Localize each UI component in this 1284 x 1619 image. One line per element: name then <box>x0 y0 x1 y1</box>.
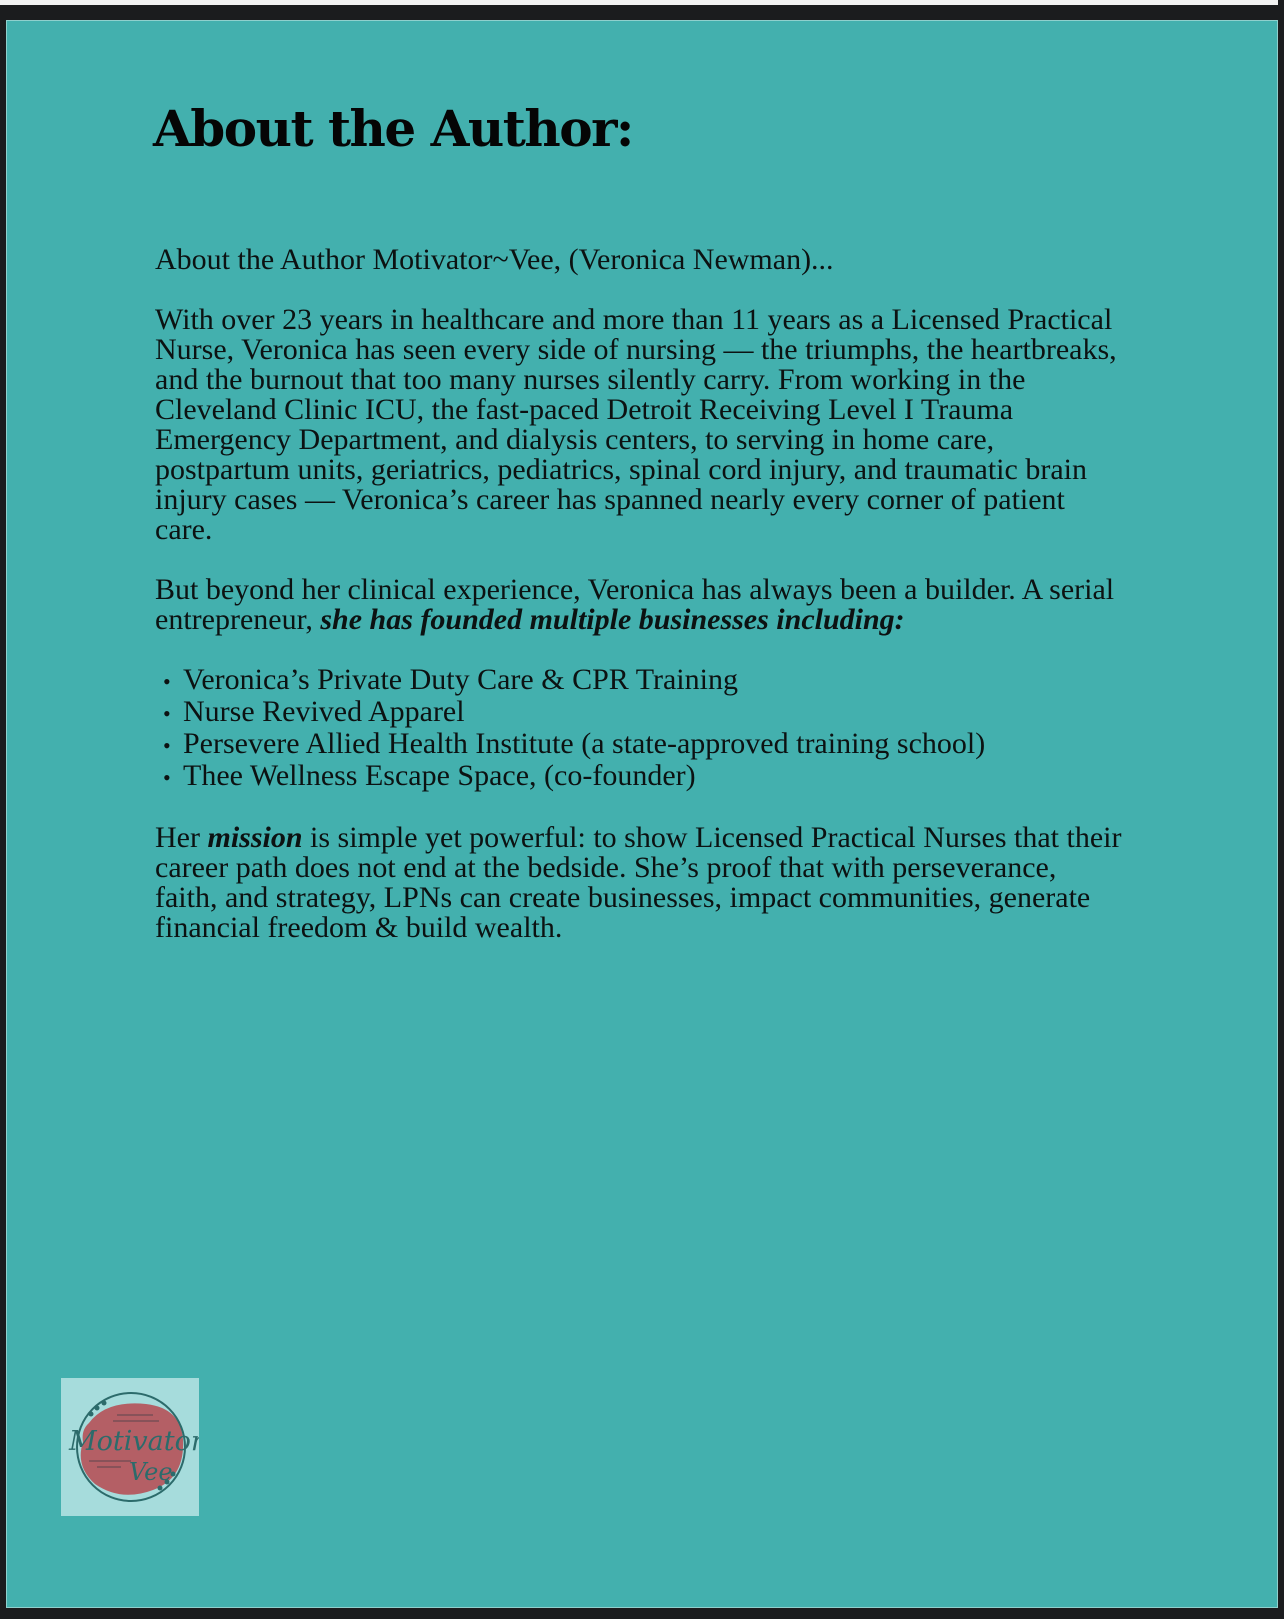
mission-paragraph <box>155 823 1125 943</box>
svg-text:Motivator: Motivator <box>69 1426 199 1457</box>
logo-icon <box>61 1378 199 1516</box>
bullet-icon: • <box>163 701 171 726</box>
business-name: Thee Wellness Escape Space, (co-founder) <box>183 759 696 792</box>
top-window-strip <box>0 0 1278 5</box>
intro-line: About the Author Motivator~Vee, (Veronica Newman)... <box>155 243 834 276</box>
author-page <box>6 20 1278 1608</box>
entrepreneur-emphasis: she has founded multiple businesses including: <box>320 603 905 636</box>
bullet-icon: • <box>163 669 171 694</box>
mission-rest: is simple yet powerful: to show Licensed Practical Nurses that their career path does not end at the bedside. She’s proof that with perseverance, faith, and strategy, LPNs can create businesses, impact communities, generate financial freedom & build wealth. <box>155 821 1122 944</box>
business-list <box>155 665 1125 793</box>
list-item <box>163 761 1125 793</box>
mission-emphasis: mission <box>207 821 303 854</box>
business-name: Nurse Revived Apparel <box>183 695 465 728</box>
svg-text:Vee: Vee <box>129 1458 173 1486</box>
motivator-vee-logo <box>61 1378 199 1516</box>
business-name: Persevere Allied Health Institute (a state-approved training school) <box>183 727 986 760</box>
business-name: Veronica’s Private Duty Care & CPR Training <box>183 663 738 696</box>
bullet-icon: • <box>163 733 171 758</box>
entrepreneur-paragraph <box>155 575 1125 635</box>
list-item <box>163 729 1125 761</box>
career-paragraph: With over 23 years in healthcare and more than 11 years as a Licensed Practical Nurse, Veronica has seen every side of nursing — the triumphs, the heartbreaks, and the burnout that too many nurses silently carry. From working in the Cleveland Clinic ICU, the fast-paced Detroit Receiving Level I Trauma Emergency Department, and dialysis centers, to serving in home care, postpartum units, geriatrics, pediatrics, spinal cord injury, and traumatic brain injury cases — Veronica’s career has spanned nearly every corner of patient care. <box>155 303 1117 546</box>
mission-lead: Her <box>155 821 208 854</box>
list-item <box>163 665 1125 697</box>
list-item <box>163 697 1125 729</box>
bullet-icon: • <box>163 765 171 790</box>
page-title: About the Author: <box>153 99 633 158</box>
author-bio <box>155 245 1125 943</box>
entrepreneur-lead: But beyond her clinical experience, Veronica has always been a builder. A serial entrepreneur, <box>155 573 1115 636</box>
